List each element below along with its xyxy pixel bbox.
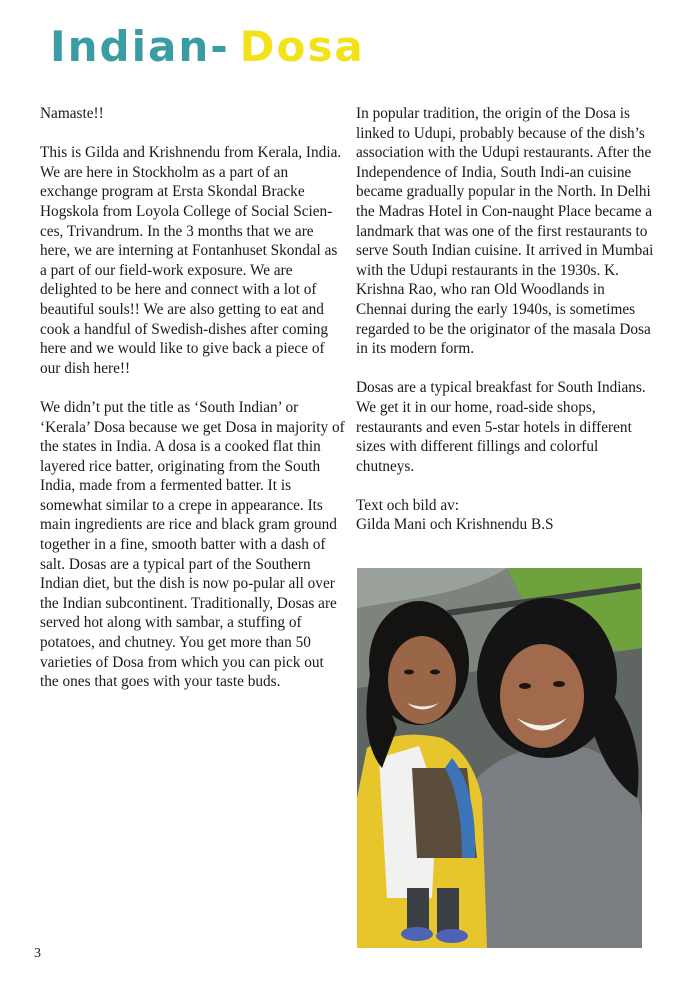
page-title — [50, 22, 365, 71]
dosa-description-paragraph: We didn’t put the title as ‘South Indian’ or ‘Kerala’ Dosa because we get Dosa in majority of the states in India. A dosa is a cooked flat thin layered rice batter, originating from the South India, made from a fermented batter. It is somewhat similar to a crepe in appearance. Its main ingredients are rice and black gram ground together in a fine, smooth batter with a dash of salt. Dosas are a typical part of the Southern Indian diet, but the dish is now po-pular all over the Indian subcontinent. Traditionally, Dosas are served hot along with sambar, a stuffing of potatoes, and chutney. You get more than 50 varieties of Dosa from which you can pick out the ones that goes with your taste buds. — [40, 398, 345, 691]
right-column — [356, 104, 654, 535]
selfie-photo — [357, 568, 642, 948]
page-number: 3 — [34, 946, 41, 961]
breakfast-paragraph: Dosas are a typical breakfast for South Indians. We get it in our home, road-side shops, restaurants and even 5-star hotels in different sizes with different fillings and colorful chutneys. — [356, 379, 646, 475]
left-column — [40, 104, 345, 711]
credit-authors: Gilda Mani och Krishnendu B.S — [356, 516, 554, 534]
title-word-dosa: Dosa — [239, 22, 365, 71]
intro-paragraph: This is Gilda and Krishnendu from Kerala, India. We are here in Stockholm as a part of an exchange program at Ersta Skondal Bracke Hogskola from Loyola College of Social Scien-ces, Trivandrum. In the 3 months that we are here, we are interning at Fontanhuset Skondal as a part of our field-work exposure. We are delighted to be here and connect with a lot of beautiful souls!! We are also getting to eat and cook a handful of Swedish-dishes after coming here and we would like to give back a piece of our dish here!! — [40, 144, 342, 377]
greeting-paragraph: Namaste!! — [40, 105, 104, 122]
title-word-indian: Indian- — [50, 22, 230, 71]
credit-label: Text och bild av: — [356, 496, 460, 514]
history-paragraph: In popular tradition, the origin of the Dosa is linked to Udupi, probably because of the dish’s association with the Udupi restaurants. After the Independence of India, South Indi-an cuisine became gradually popular in the North. In Delhi the Madras Hotel in Con-naught Place became a landmark that was one of the first restaurants to serve South Indian cuisine. It arrived in Mumbai with the Udupi restaurants in the 1930s. K. Krishna Rao, who ran Old Woodlands in Chennai during the early 1940s, is sometimes regarded to be the originator of the masala Dosa in its modern form. — [356, 105, 654, 358]
